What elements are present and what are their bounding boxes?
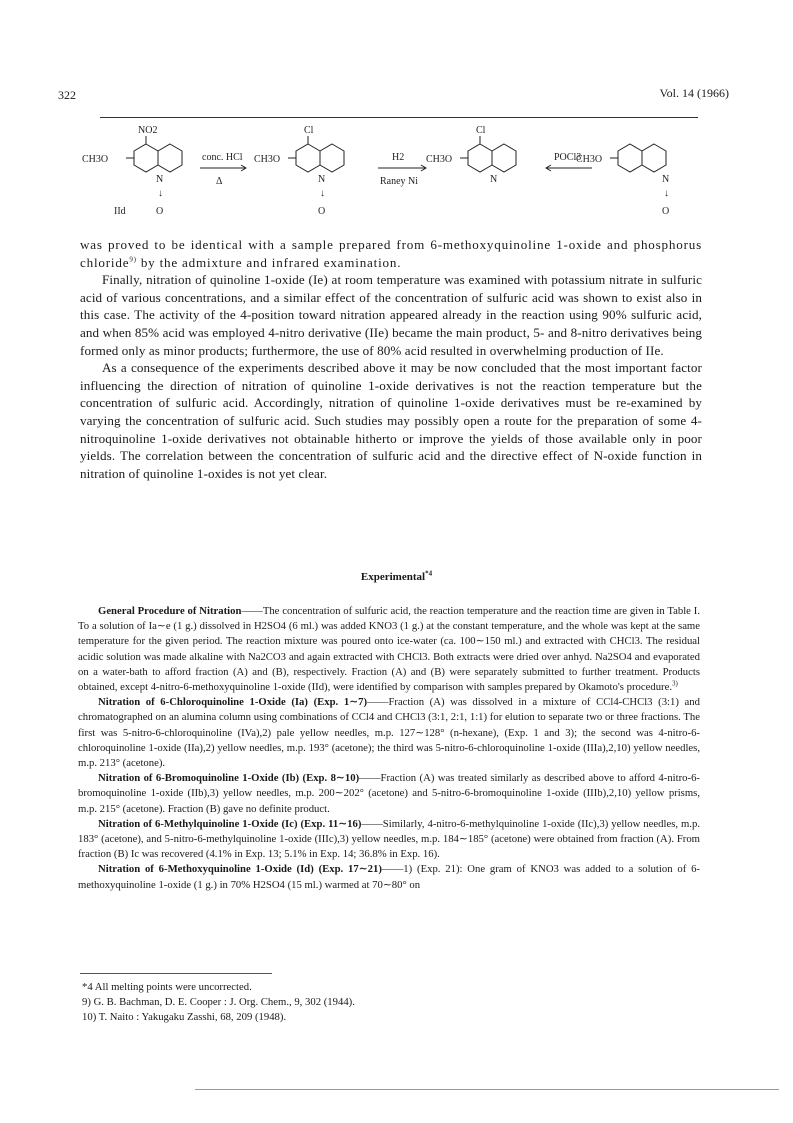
experimental-body: [78, 604, 700, 893]
paragraph-3: As a consequence of the experiments described above it may be now concluded that the most important factor influencing the direction of nitration of quinoline 1-oxide derivatives is not the reaction temperature but the concentration of sulfuric acid. Accordingly, nitration of quinoline 1-oxide derivatives must be re-examined by varying the concentration of sulfuric acid. Such studies may possibly open a route for the preparation of some 4-nitroquinoline 1-oxide derivatives not obtainable hitherto or improve the yields of those available only in poor yields. The correlation between the concentration of sulfuric acid and the directive effect of N-oxide function in nitration of quinoline 1-oxides is not yet clear.: [80, 360, 702, 481]
general-procedure: General Procedure of Nitration——The concentration of sulfuric acid, the reaction temperature and the reaction time are given in Table I. To a solution of Ia∼e (1 g.) dissolved in H2SO4 (6 ml.) was added KNO3 (1 g.) at the constant temperature, and the whole was kept at the same temperature for the given period. The reaction mixture was poured onto ice-water (ca. 100∼150 ml.) and extracted with CHCl3. The residual acidic solution was made alkaline with Na2CO3 and again extracted with CHCl3. Both extracts were dried over anhyd. Na2SO4 and evaporated on a water-bath to afford fraction (A) and (B), respectively. Fraction (A) and (B) were separately submitted to further treatment. Products obtained, except 4-nitro-6-methoxyquinoline 1-oxide (IId), were identified by comparison with samples prepared by Okamoto's procedure.$^{3)}$: [78, 605, 700, 694]
ch3o-label-4: CH3O: [576, 154, 603, 165]
paragraph-2: Finally, nitration of quinoline 1-oxide (Ie) at room temperature was examined with potassium nitrate in sulfuric acid of various concentrations, and a similar effect of the concentration of sulfuric acid was shown to exist also in this case. The activity of the 4-position toward nitration appeared already in the reaction using 90% sulfuric acid, and when 85% acid was employed 4-nitro derivative (IIe) became the main product, 5- and 8-nitro derivatives being formed only as minor products; furthermore, the use of 80% acid resulted in overwhelming production of IIe.: [80, 272, 702, 358]
n-label-1: N: [156, 174, 164, 185]
bottom-rule: [195, 1089, 779, 1090]
journal-volume: Vol. 14 (1966): [659, 86, 729, 100]
cl-label-2: Cl: [476, 125, 486, 136]
footnotes: [82, 980, 682, 1025]
arrow-down-1: ↓: [158, 188, 163, 199]
n-label-3: N: [490, 174, 498, 185]
footnote-melting-points: *4 All melting points were uncorrected.: [82, 981, 252, 993]
cl-label-1: Cl: [304, 125, 314, 136]
main-text: [80, 236, 702, 482]
n-label-4: N: [662, 174, 670, 185]
page-number: 322: [58, 88, 76, 102]
nitration-ib-title: Nitration of 6-Bromoquinoline 1-Oxide (Ib) (Exp. 8∼10): [98, 772, 360, 785]
nitration-id: Nitration of 6-Methoxyquinoline 1-Oxide (Id) (Exp. 17∼21)——1) (Exp. 21): One gram of KNO3 was added to a solution of 6-methoxyquinoline 1-oxide (1 g.) in 70% H2SO4 (15 ml.) warmed at 70∼80° on: [78, 863, 700, 891]
no2-label: NO2: [138, 125, 158, 136]
structure-2: [288, 136, 344, 172]
reagent-h2: H2: [392, 152, 405, 163]
ch3o-label-3: CH3O: [426, 154, 453, 165]
reagent-conc-hcl: conc. HCl: [202, 152, 243, 163]
reagent-pocl3: POCl3: [554, 152, 582, 163]
o-label-4: O: [662, 206, 670, 217]
general-procedure-title: General Procedure of Nitration: [98, 605, 242, 617]
ref-9: 9): [129, 255, 137, 264]
structure-4: [610, 144, 666, 172]
nitration-ia-title: Nitration of 6-Chloroquinoline 1-Oxide (Ia) (Exp. 1∼7): [98, 696, 368, 709]
o-label-1: O: [156, 206, 164, 217]
reagent-heat: Δ: [216, 176, 223, 187]
n-label-2: N: [318, 174, 326, 185]
compound-label-iid: IId: [114, 206, 126, 217]
ch3o-label-2: CH3O: [254, 154, 281, 165]
nitration-id-title: Nitration of 6-Methoxyquinoline 1-Oxide (Id) (Exp. 17∼21): [98, 863, 382, 876]
arrow-down-4: ↓: [664, 188, 669, 199]
header-rule: [100, 117, 698, 118]
experimental-heading: Experimental$^{*4}$: [360, 569, 433, 583]
structure-1: [126, 136, 182, 172]
footnote-ref-10: 10) T. Naito : Yakugaku Zasshi, 68, 209 (1948).: [82, 1011, 287, 1023]
paragraph-1: was proved to be identical with a sample prepared from 6-methoxyquinoline 1-oxide and phosphorus chloride$^{9)}$ by the admixture and infrared examination.: [80, 237, 702, 270]
footnote-rule: [80, 973, 272, 974]
o-label-2: O: [318, 206, 326, 217]
nitration-ic: Nitration of 6-Methylquinoline 1-Oxide (Ic) (Exp. 11∼16)——Similarly, 4-nitro-6-methylquinoline 1-oxide (IIc),3) yellow needles, m.p. 183° (acetone), and 5-nitro-6-methylquinoline 1-oxide (IIIc),3) yellow needles, m.p. 184∼185° (acetone) were obtained from fraction (A). From fraction (B) Ic was recovered (4.1% in Exp. 13; 5.1% in Exp. 14; 36.8% in Exp. 16).: [78, 817, 700, 861]
nitration-ic-title: Nitration of 6-Methylquinoline 1-Oxide (Ic) (Exp. 11∼16): [98, 817, 362, 830]
footnote-ref-9: 9) G. B. Bachman, D. E. Cooper : J. Org. Chem., 9, 302 (1944).: [82, 996, 355, 1008]
nitration-ib: Nitration of 6-Bromoquinoline 1-Oxide (Ib) (Exp. 8∼10)——Fraction (A) was treated similarly as described above to afford 4-nitro-6-bromoquinoline 1-oxide (IIb),3) yellow needles, m.p. 200∼202° (acetone) and 5-nitro-6-bromoquinoline 1-oxide (IIIb),2,10) yellow prisms, m.p. 215° (acetone). Fraction (B) gave no definite product.: [78, 772, 700, 815]
structure-3: [460, 136, 516, 172]
reagent-raney-ni: Raney Ni: [380, 176, 419, 187]
reaction-scheme: [78, 122, 718, 230]
nitration-ia: Nitration of 6-Chloroquinoline 1-Oxide (Ia) (Exp. 1∼7)——Fraction (A) was dissolved in a mixture of CCl4-CHCl3 (3:1) and chromatographed on an alumina column using combinations of CCl4 and CHCl3 (3:1, 2:1, 1:1) for elution to separate two or three fractions. The first was 5-nitro-6-chloroquinoline (IVa),2) pale yellow needles, m.p. 127∼128° (n-hexane), (Exp. 1 and 3); the second was 4-nitro-6-chloroquinoline 1-oxide (IIa),2) yellow needles, m.p. 193° (acetone); the third was 5-nitro-6-chloroquinoline 1-oxide (IIIa),2,10) yellow needles, m.p. 213° (acetone).: [78, 696, 700, 770]
arrow-down-2: ↓: [320, 188, 325, 199]
ch3o-label-1: CH3O: [82, 154, 109, 165]
